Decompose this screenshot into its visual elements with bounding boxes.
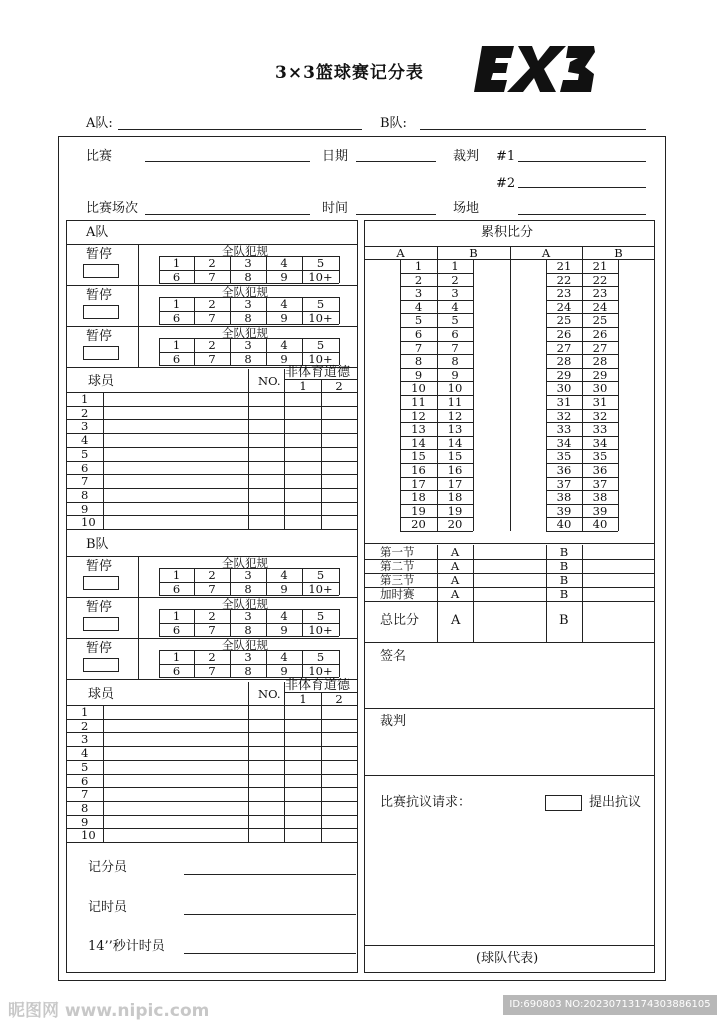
running-score-cell[interactable]: 24 (592, 299, 608, 314)
players-label: 球员 (88, 687, 115, 702)
watermark-site: 昵图网 www.nipic.com (8, 1001, 210, 1021)
period-label: 第三节 (380, 573, 415, 587)
match-no-label: 比赛场次 (86, 201, 139, 216)
running-score-cell[interactable]: 23 (556, 286, 572, 301)
foul-cell[interactable]: 9 (280, 664, 288, 678)
unsport-col: 1 (299, 692, 307, 706)
ref2-label: #2 (496, 176, 516, 191)
foul-cell[interactable]: 8 (244, 664, 252, 678)
running-score-cell[interactable]: 16 (411, 463, 426, 477)
team-a-label: A队: (86, 116, 113, 131)
running-score-cell[interactable]: 14 (411, 435, 426, 450)
foul-cell[interactable]: 5 (316, 256, 325, 270)
total-b-label: B (559, 613, 569, 628)
foul-cell[interactable]: 9 (280, 311, 288, 325)
foul-cell[interactable]: 5 (316, 338, 325, 352)
running-score-cell[interactable]: 26 (592, 327, 608, 341)
scorer-field[interactable] (184, 874, 356, 875)
period-label: 加时赛 (380, 587, 415, 601)
foul-cell[interactable]: 1 (172, 256, 181, 270)
foul-cell[interactable]: 8 (244, 623, 252, 637)
running-score-cell[interactable]: 17 (447, 476, 463, 491)
running-score-cell[interactable]: 22 (592, 272, 608, 287)
running-score-cell[interactable]: 26 (556, 327, 572, 341)
foul-cell[interactable]: 5 (316, 297, 325, 311)
match-no-field[interactable] (145, 214, 310, 215)
player-row-number: 10 (81, 828, 96, 843)
player-row-number: 6 (81, 773, 89, 788)
foul-cell[interactable]: 8 (244, 270, 252, 284)
running-score-cell[interactable]: 27 (592, 340, 608, 355)
team-a-title: A队 (86, 225, 109, 240)
player-row-number: 4 (81, 433, 89, 448)
running-score-cell[interactable]: 2 (451, 272, 459, 287)
running-score-cell[interactable]: 31 (592, 395, 608, 409)
referee-sign-label: 裁判 (380, 714, 407, 729)
running-score-cell[interactable]: 10 (411, 381, 426, 396)
running-score-cell[interactable]: 18 (447, 490, 463, 505)
foul-cell[interactable]: 7 (208, 352, 216, 366)
foul-cell[interactable]: 4 (280, 650, 288, 664)
running-col-a: A (541, 246, 551, 260)
running-score-cell[interactable]: 29 (592, 367, 608, 382)
foul-cell[interactable]: 6 (172, 311, 181, 325)
running-score-cell[interactable]: 40 (556, 517, 572, 532)
total-label: 总比分 (380, 613, 420, 628)
running-score-cell[interactable]: 36 (592, 463, 608, 477)
period-label: 第二节 (380, 559, 415, 573)
running-score-cell[interactable]: 35 (556, 449, 572, 464)
team-b-label: B队: (380, 116, 407, 131)
running-score-cell[interactable]: 33 (592, 422, 608, 437)
running-score-cell[interactable]: 21 (556, 259, 572, 273)
running-score-cell[interactable]: 7 (414, 340, 423, 355)
player-row-number: 3 (81, 732, 89, 747)
running-score-cell[interactable]: 12 (411, 408, 426, 423)
foul-cell[interactable]: 1 (172, 338, 181, 352)
running-score-cell[interactable]: 17 (411, 476, 426, 491)
team-fouls-label: 全队犯规 (222, 285, 268, 299)
running-score-cell[interactable]: 13 (411, 422, 426, 437)
running-score-cell[interactable]: 9 (451, 367, 459, 382)
running-score-cell[interactable]: 3 (414, 286, 423, 301)
3x3-logo (474, 42, 596, 96)
foul-cell[interactable]: 8 (244, 352, 252, 366)
foul-cell[interactable]: 9 (280, 270, 288, 284)
period-b-label: B (559, 573, 569, 587)
running-score-cell[interactable]: 25 (556, 313, 572, 328)
running-score-cell[interactable]: 15 (411, 449, 426, 464)
timer-label: 记时员 (88, 900, 128, 915)
foul-cell[interactable]: 5 (316, 568, 325, 582)
running-score-cell[interactable]: 5 (451, 313, 459, 328)
foul-cell[interactable]: 6 (172, 352, 181, 366)
running-score-cell[interactable]: 8 (414, 354, 423, 369)
team-rep-label: (球队代表) (476, 951, 539, 966)
player-row-number: 5 (81, 759, 89, 774)
unsportsmanlike-label: 非体育道德 (285, 678, 351, 693)
period-label: 第一节 (380, 545, 415, 559)
team-fouls-label: 全队犯规 (222, 556, 268, 570)
foul-cell[interactable]: 10+ (308, 664, 333, 678)
venue-field[interactable] (518, 214, 646, 215)
foul-cell[interactable]: 7 (208, 664, 216, 678)
running-score-cell[interactable]: 28 (556, 354, 572, 369)
running-score-cell[interactable]: 13 (447, 422, 463, 437)
running-score-cell[interactable]: 27 (556, 340, 572, 355)
running-score-cell[interactable]: 4 (451, 299, 459, 314)
timeout-label: 暂停 (86, 329, 113, 344)
running-score-cell[interactable]: 29 (556, 367, 572, 382)
timeout-box[interactable] (83, 346, 119, 360)
unsport-col: 2 (335, 379, 343, 393)
foul-cell[interactable]: 3 (244, 609, 252, 623)
foul-cell[interactable]: 2 (208, 256, 216, 270)
running-score-cell[interactable]: 3 (451, 286, 459, 301)
running-score-cell[interactable]: 19 (447, 503, 463, 518)
foul-cell[interactable]: 2 (208, 297, 216, 311)
player-row-number: 2 (81, 718, 89, 733)
foul-cell[interactable]: 4 (280, 297, 288, 311)
running-score-cell[interactable]: 10 (447, 381, 463, 396)
period-b-label: B (559, 587, 569, 601)
signature-label: 签名 (380, 649, 407, 664)
timeout-box[interactable] (83, 264, 119, 278)
running-score-cell[interactable]: 23 (592, 286, 608, 301)
running-score-cell[interactable]: 35 (592, 449, 608, 464)
referee-label: 裁判 (453, 149, 480, 164)
foul-cell[interactable]: 4 (280, 256, 288, 270)
running-score-cell[interactable]: 24 (556, 299, 572, 314)
foul-cell[interactable]: 10+ (308, 623, 333, 637)
player-row-number: 3 (81, 419, 89, 434)
timeout-box[interactable] (83, 305, 119, 319)
venue-label: 场地 (453, 201, 480, 216)
period-a-label: A (450, 573, 460, 587)
running-score-cell[interactable]: 9 (414, 367, 423, 382)
foul-cell[interactable]: 4 (280, 338, 288, 352)
running-col-b: B (469, 246, 478, 260)
period-b-label: B (559, 545, 569, 559)
foul-cell[interactable]: 9 (280, 623, 288, 637)
foul-cell[interactable]: 1 (172, 297, 181, 311)
player-row-number: 5 (81, 446, 89, 461)
running-score-cell[interactable]: 19 (411, 503, 426, 518)
foul-cell[interactable]: 6 (172, 582, 181, 596)
running-score-cell[interactable]: 11 (411, 395, 426, 409)
running-score-cell[interactable]: 25 (592, 313, 608, 328)
foul-cell[interactable]: 8 (244, 582, 252, 596)
match-label: 比赛 (86, 149, 113, 164)
running-score-cell[interactable]: 16 (447, 463, 463, 477)
running-score-cell[interactable]: 18 (411, 490, 426, 505)
running-score-cell[interactable]: 37 (556, 476, 572, 491)
player-row-number: 4 (81, 746, 89, 761)
players-label: 球员 (88, 374, 115, 389)
player-row-number: 1 (81, 705, 89, 719)
foul-cell[interactable]: 6 (172, 270, 181, 284)
timeout-label: 暂停 (86, 288, 113, 303)
running-score-cell[interactable]: 4 (414, 299, 423, 314)
foul-cell[interactable]: 2 (208, 650, 216, 664)
running-score-cell[interactable]: 20 (447, 517, 463, 532)
running-score-cell[interactable]: 32 (592, 408, 608, 423)
running-score-cell[interactable]: 7 (451, 340, 459, 355)
total-a-label: A (451, 613, 461, 628)
running-score-cell[interactable]: 20 (411, 517, 426, 532)
foul-cell[interactable]: 9 (280, 352, 288, 366)
player-row-number: 8 (81, 487, 89, 502)
foul-cell[interactable]: 1 (172, 609, 181, 623)
player-row-number: 10 (81, 515, 96, 530)
running-score-cell[interactable]: 21 (592, 259, 608, 273)
foul-cell[interactable]: 8 (244, 311, 252, 325)
running-score-cell[interactable]: 36 (556, 463, 572, 477)
foul-cell[interactable]: 4 (280, 609, 288, 623)
unsport-col: 1 (299, 379, 307, 393)
player-row-number: 2 (81, 405, 89, 420)
running-score-cell[interactable]: 40 (592, 517, 608, 532)
running-score-cell[interactable]: 34 (592, 435, 608, 450)
running-score-cell[interactable]: 15 (447, 449, 463, 464)
running-score-cell[interactable]: 12 (447, 408, 463, 423)
team-fouls-label: 全队犯规 (222, 244, 268, 258)
running-score-cell[interactable]: 31 (556, 395, 572, 409)
match-field[interactable] (145, 161, 310, 162)
running-score-cell[interactable]: 1 (414, 259, 423, 273)
unsportsmanlike-label: 非体育道德 (285, 365, 351, 380)
running-score-cell[interactable]: 33 (556, 422, 572, 437)
team-fouls-label: 全队犯规 (222, 638, 268, 652)
page-title: 3×3篮球赛记分表 (275, 63, 424, 83)
timer-field[interactable] (184, 914, 356, 915)
date-field[interactable] (356, 161, 436, 162)
running-score-cell[interactable]: 8 (451, 354, 459, 369)
period-a-label: A (450, 559, 460, 573)
period-a-label: A (450, 545, 460, 559)
foul-cell[interactable]: 1 (172, 650, 181, 664)
foul-cell[interactable]: 10+ (308, 311, 333, 325)
protest-action: 提出抗议 (589, 795, 642, 810)
foul-cell[interactable]: 6 (172, 664, 181, 678)
foul-cell[interactable]: 6 (172, 623, 181, 637)
running-score-cell[interactable]: 38 (592, 490, 608, 505)
running-score-cell[interactable]: 2 (414, 272, 423, 287)
team-b-title: B队 (86, 537, 109, 552)
foul-cell[interactable]: 2 (208, 609, 216, 623)
timeout-label: 暂停 (86, 600, 113, 615)
running-score-cell[interactable]: 30 (592, 381, 608, 396)
running-score-title: 累积比分 (481, 225, 534, 240)
running-score-cell[interactable]: 11 (447, 395, 463, 409)
foul-cell[interactable]: 2 (208, 338, 216, 352)
foul-cell[interactable]: 5 (316, 609, 325, 623)
running-col-a: A (396, 246, 405, 260)
player-row-number: 7 (81, 474, 89, 489)
number-label: NO. (258, 374, 281, 388)
running-score-cell[interactable]: 39 (556, 503, 572, 518)
number-label: NO. (258, 687, 281, 701)
running-score-cell[interactable]: 39 (592, 503, 608, 518)
running-score-cell[interactable]: 22 (556, 272, 572, 287)
player-row-number: 8 (81, 800, 89, 815)
player-row-number: 9 (81, 501, 89, 516)
period-a-label: A (450, 587, 460, 601)
player-row-number: 6 (81, 460, 89, 475)
foul-cell[interactable]: 10+ (308, 270, 333, 284)
foul-cell[interactable]: 3 (244, 650, 252, 664)
running-col-b: B (614, 246, 623, 260)
running-score-cell[interactable]: 28 (592, 354, 608, 369)
foul-cell[interactable]: 10+ (308, 582, 333, 596)
protest-checkbox[interactable] (545, 795, 582, 811)
player-row-number: 1 (81, 392, 89, 406)
running-score-cell[interactable]: 6 (414, 327, 423, 341)
foul-cell[interactable]: 4 (280, 568, 288, 582)
timeout-label: 暂停 (86, 641, 113, 656)
running-score-cell[interactable]: 38 (556, 490, 572, 505)
time-field[interactable] (356, 214, 436, 215)
foul-cell[interactable]: 3 (244, 338, 252, 352)
running-score-cell[interactable]: 32 (556, 408, 572, 423)
running-score-cell[interactable]: 5 (414, 313, 423, 328)
running-score-cell[interactable]: 30 (556, 381, 572, 396)
running-score-cell[interactable]: 1 (451, 259, 459, 273)
foul-cell[interactable]: 7 (208, 270, 216, 284)
ref2-field[interactable] (518, 187, 646, 188)
watermark-id: ID:690803 NO:20230713174303886105 (503, 995, 717, 1015)
date-label: 日期 (322, 149, 349, 164)
foul-cell[interactable]: 7 (208, 311, 216, 325)
foul-cell[interactable]: 10+ (308, 352, 333, 366)
timeout-box[interactable] (83, 617, 119, 631)
foul-cell[interactable]: 7 (208, 623, 216, 637)
foul-cell[interactable]: 5 (316, 650, 325, 664)
shot-clock-label: 14’’秒计时员 (88, 939, 165, 954)
foul-cell[interactable]: 3 (244, 568, 252, 582)
running-score-cell[interactable]: 14 (447, 435, 463, 450)
foul-cell[interactable]: 7 (208, 582, 216, 596)
unsport-col: 2 (335, 692, 343, 706)
protest-label: 比赛抗议请求： (380, 795, 472, 810)
period-b-label: B (559, 559, 569, 573)
ref1-label: #1 (496, 149, 516, 164)
foul-cell[interactable]: 3 (244, 297, 252, 311)
timeout-box[interactable] (83, 576, 119, 590)
timeout-label: 暂停 (86, 247, 113, 262)
player-row-number: 9 (81, 814, 89, 829)
foul-cell[interactable]: 1 (172, 568, 181, 582)
running-score-cell[interactable]: 6 (451, 327, 459, 341)
foul-cell[interactable]: 3 (244, 256, 252, 270)
ref1-field[interactable] (518, 161, 646, 162)
timeout-label: 暂停 (86, 559, 113, 574)
scorer-label: 记分员 (88, 860, 128, 875)
timeout-box[interactable] (83, 658, 119, 672)
player-row-number: 7 (81, 787, 89, 802)
team-fouls-label: 全队犯规 (222, 597, 268, 611)
time-label: 时间 (322, 201, 349, 216)
team-fouls-label: 全队犯规 (222, 326, 268, 340)
foul-cell[interactable]: 9 (280, 582, 288, 596)
shot-clock-field[interactable] (184, 953, 356, 954)
running-score-cell[interactable]: 37 (592, 476, 608, 491)
foul-cell[interactable]: 2 (208, 568, 216, 582)
running-score-cell[interactable]: 34 (556, 435, 572, 450)
